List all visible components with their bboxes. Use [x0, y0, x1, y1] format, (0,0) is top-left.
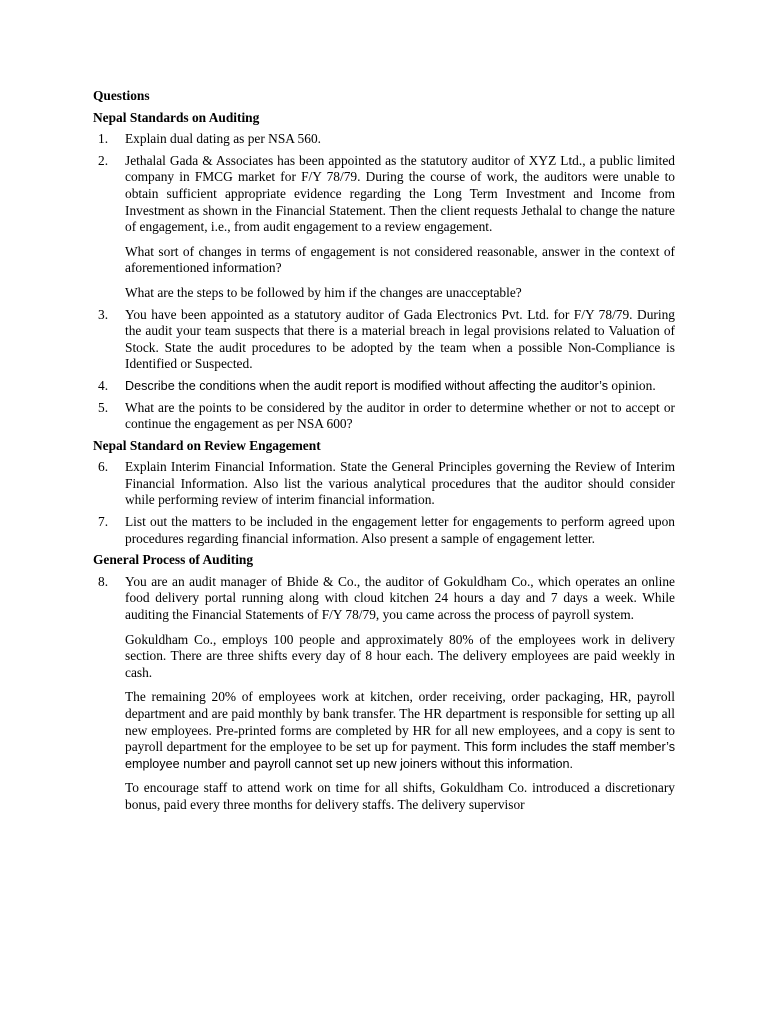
question-number: 8. — [98, 573, 109, 589]
question-3 — [93, 307, 675, 373]
question-number: 7. — [98, 514, 109, 530]
question-text-tail: This form includes the staff member’s employee number and payroll cannot set up new joiners without this information. — [125, 740, 675, 771]
question-7 — [93, 514, 675, 547]
question-number: 4. — [98, 377, 109, 393]
question-text: What are the points to be considered by the auditor in order to determine whether or not to accept or continue the engagement as per NSA 600? — [125, 399, 675, 432]
section-heading-review: Nepal Standard on Review Engagement — [93, 437, 321, 453]
question-number: 5. — [98, 399, 109, 415]
document-title: Questions — [93, 88, 150, 103]
question-text: To encourage staff to attend work on time for all shifts, Gokuldham Co. introduced a discretionary bonus, paid every three months for delivery staffs. The delivery supervisor — [125, 780, 675, 812]
question-8 — [93, 574, 675, 814]
question-number: 2. — [98, 152, 109, 168]
question-text: What are the steps to be followed by him if the changes are unacceptable? — [125, 284, 522, 300]
document-page — [93, 88, 675, 819]
question-number: 1. — [98, 131, 109, 147]
question-text: Explain Interim Financial Information. State the General Principles governing the Review of Interim Financial Information. Also list the various analytical procedures that the auditor should consider while performing review of interim financial information. — [125, 459, 675, 508]
question-text-lead: Describe the conditions when the audit report is modified without affecting the auditor’s — [125, 378, 609, 393]
question-text: What sort of changes in terms of engagement is not considered reasonable, answer in the context of aforementioned information? — [125, 243, 675, 276]
section-heading-nsa: Nepal Standards on Auditing — [93, 109, 260, 125]
question-text: List out the matters to be included in the engagement letter for engagements to perform agreed upon procedures regarding financial information. Also present a sample of engagement letter. — [125, 514, 675, 546]
question-2 — [93, 153, 675, 302]
question-5 — [93, 400, 675, 433]
question-text-main: The remaining 20% of employees work at kitchen, order receiving, order packaging, HR, payroll department and are paid monthly by bank transfer. The HR department is responsible for setting up all new employees. Pre-printed forms are completed by HR for all new employees, and a copy is sent to payroll department for the employee to be set up for payment. — [125, 689, 675, 755]
question-text-rest: opinion. — [611, 377, 656, 393]
question-text: You have been appointed as a statutory auditor of Gada Electronics Pvt. Ltd. for F/Y 78/79. During the audit your team suspects that there is a material breach in legal provisions related to Valuation of Stock. State the audit procedures to be adopted by the team when a possible Non-Compliance is Identified or Suspected. — [125, 306, 675, 372]
question-number: 6. — [98, 459, 109, 475]
question-6 — [93, 459, 675, 509]
question-1 — [93, 131, 675, 148]
question-text: You are an audit manager of Bhide & Co., the auditor of Gokuldham Co., which operates an online food delivery portal running along with cloud kitchen 24 hours a day and 7 days a week. While auditing the Financial Statements of F/Y 78/79, you came across the process of payroll system. — [125, 573, 675, 623]
question-text — [125, 689, 675, 772]
question-4 — [93, 378, 675, 395]
question-text: Explain dual dating as per NSA 560. — [125, 131, 321, 147]
question-text — [125, 378, 675, 395]
question-text: Gokuldham Co., employs 100 people and approximately 80% of the employees work in delivery section. There are three shifts every day of 8 hour each. The delivery employees are paid weekly in cash. — [125, 631, 675, 680]
question-number: 3. — [98, 306, 109, 322]
section-heading-general: General Process of Auditing — [93, 552, 254, 568]
question-text: Jethalal Gada & Associates has been appointed as the statutory auditor of XYZ Ltd., a public limited company in FMCG market for F/Y 78/79. During the course of work, the auditors were unable to obtain sufficient appropriate evidence regarding the Long Term Investment and Income from Investment as shown in the Financial Statement. Then the client requests Jethalal to change the nature of engagement, i.e., from audit engagement to a review engagement. — [125, 152, 675, 235]
